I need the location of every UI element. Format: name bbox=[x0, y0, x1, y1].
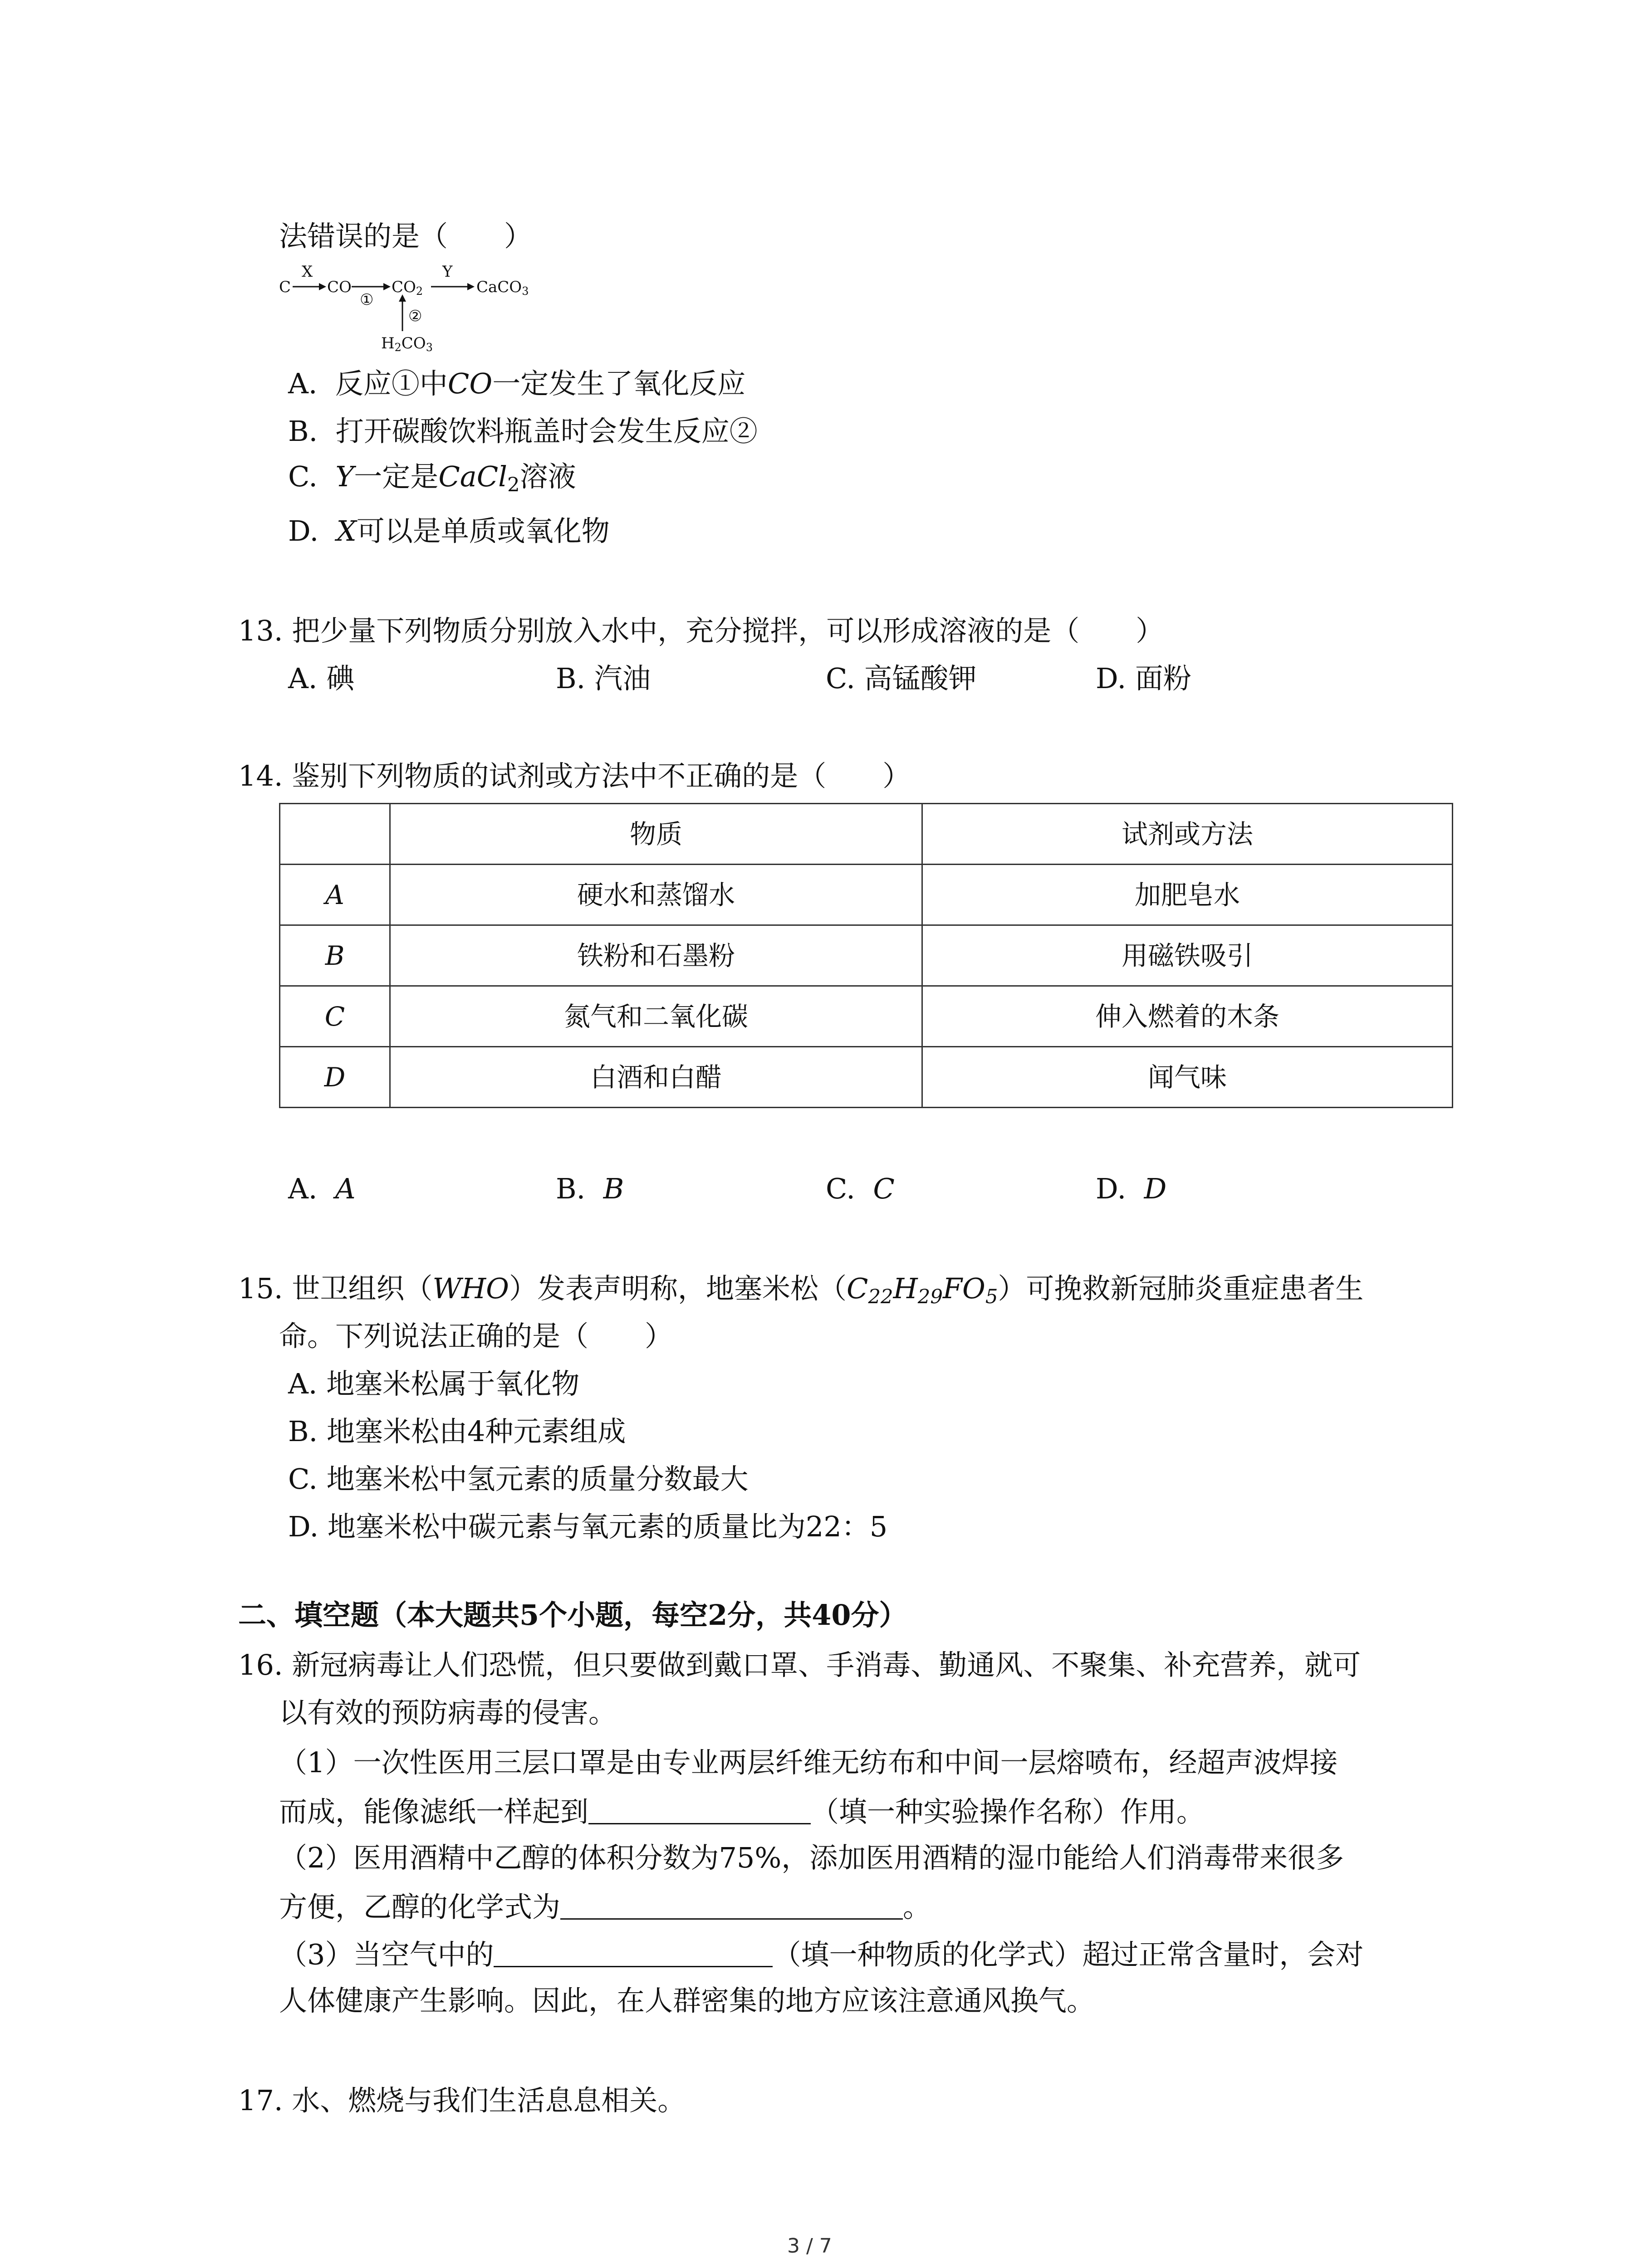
q13-option-a: A. 碘 bbox=[288, 662, 355, 695]
q15-stem-line2: 命。下列说法正确的是（ ） bbox=[279, 1320, 673, 1353]
scheme-x-label: X bbox=[302, 263, 313, 281]
scheme-step-1: ① bbox=[360, 291, 374, 309]
q16-part2-line2: 方便，乙醇的化学式为 。 bbox=[279, 1890, 931, 1924]
table-cell: 伸入燃着的木条 bbox=[922, 986, 1453, 1047]
q12-stem-tail: 法错误的是（ ） bbox=[279, 220, 533, 253]
q14-option-c: C. C bbox=[826, 1172, 895, 1205]
table-cell: 闻气味 bbox=[922, 1047, 1453, 1108]
scheme-y-label: Y bbox=[442, 263, 453, 281]
scheme-c: C bbox=[279, 278, 291, 296]
q16-part2-line1: （2）医用酒精中乙醇的体积分数为75%，添加医用酒精的湿巾能给人们消毒带来很多 bbox=[279, 1841, 1344, 1874]
table-cell: 氮气和二氧化碳 bbox=[390, 986, 922, 1047]
q14-stem: 14. 鉴别下列物质的试剂或方法中不正确的是（ ） bbox=[238, 759, 911, 792]
scheme-h2co3: $H_2CO_3$ bbox=[381, 334, 433, 354]
table-cell: B bbox=[280, 925, 390, 986]
q12-option-c: C. Y一定是CaCl$_2$溶液 bbox=[288, 460, 576, 496]
table-row bbox=[280, 925, 1453, 986]
q15-option-a: A. 地塞米松属于氧化物 bbox=[288, 1367, 580, 1400]
table-cell: 用磁铁吸引 bbox=[922, 925, 1453, 986]
q12-reaction-scheme bbox=[279, 263, 560, 358]
table-row bbox=[280, 865, 1453, 925]
q16-stem-line1: 16. 新冠病毒让人们恐慌，但只要做到戴口罩、手消毒、勤通风、不聚集、补充营养，就可 bbox=[238, 1648, 1361, 1681]
table-header-cell: 物质 bbox=[390, 804, 922, 865]
q13-stem: 13. 把少量下列物质分别放入水中，充分搅拌，可以形成溶液的是（ ） bbox=[238, 614, 1164, 647]
section-2-title: 二、填空题（本大题共5个小题，每空2分，共40分） bbox=[238, 1598, 907, 1632]
scheme-co2: $CO_2$ bbox=[392, 278, 423, 298]
scheme-step-2: ② bbox=[408, 307, 422, 325]
q12-option-d: D. X可以是单质或氧化物 bbox=[288, 514, 610, 547]
table-row bbox=[280, 1047, 1453, 1108]
q16-part1-line1: （1）一次性医用三层口罩是由专业两层纤维无纺布和中间一层熔喷布，经超声波焊接 bbox=[279, 1746, 1338, 1779]
q16-part3-line1: （3）当空气中的 （填一种物质的化学式）超过正常含量时，会对 bbox=[279, 1938, 1364, 1971]
q16-stem-line2: 以有效的预防病毒的侵害。 bbox=[279, 1696, 617, 1729]
q15-stem-line1: 15. 世卫组织（WHO）发表声明称，地塞米松$(C_{22}H_{29}FO_5)$可挽救新冠肺炎重症患者生 bbox=[238, 1272, 1364, 1308]
q14-option-a: A. A bbox=[288, 1172, 356, 1205]
dexamethasone-formula: $C_{22}H_{29}FO_5$ bbox=[846, 1272, 998, 1308]
q14-option-b: B. B bbox=[556, 1172, 624, 1205]
table-cell: 加肥皂水 bbox=[922, 865, 1453, 925]
table-cell: A bbox=[280, 865, 390, 925]
table-cell: 白酒和白醋 bbox=[390, 1047, 922, 1108]
table-header-cell bbox=[280, 804, 390, 865]
answer-blank-2[interactable] bbox=[560, 1892, 903, 1920]
table-row bbox=[280, 986, 1453, 1047]
q13-option-d: D. 面粉 bbox=[1096, 662, 1191, 695]
page-number: 3 / 7 bbox=[787, 2234, 832, 2258]
q16-part1-line2: 而成，能像滤纸一样起到 （填一种实验操作名称）作用。 bbox=[279, 1795, 1205, 1828]
q14-table bbox=[279, 803, 1453, 1108]
table-header-cell: 试剂或方法 bbox=[922, 804, 1453, 865]
scheme-co: CO bbox=[327, 278, 352, 296]
answer-blank-1[interactable] bbox=[588, 1796, 811, 1824]
q15-option-d: D. 地塞米松中碳元素与氧元素的质量比为22：5 bbox=[288, 1510, 888, 1543]
q12-option-b: B. 打开碳酸饮料瓶盖时会发生反应② bbox=[288, 415, 758, 448]
answer-blank-3[interactable] bbox=[494, 1939, 773, 1967]
q15-option-b: B. 地塞米松由4种元素组成 bbox=[288, 1415, 626, 1448]
q17-stem: 17. 水、燃烧与我们生活息息相关。 bbox=[238, 2084, 686, 2117]
q13-option-b: B. 汽油 bbox=[556, 662, 651, 695]
table-cell: 硬水和蒸馏水 bbox=[390, 865, 922, 925]
table-cell: C bbox=[280, 986, 390, 1047]
q13-option-c: C. 高锰酸钾 bbox=[826, 662, 977, 695]
q15-option-c: C. 地塞米松中氢元素的质量分数最大 bbox=[288, 1462, 749, 1496]
q12-option-a: A. 反应①中CO一定发生了氧化反应 bbox=[288, 367, 746, 400]
q16-part3-line2: 人体健康产生影响。因此，在人群密集的地方应该注意通风换气。 bbox=[279, 1984, 1095, 2017]
scheme-caco3: CaCO$_3$ bbox=[476, 278, 529, 298]
table-cell: 铁粉和石墨粉 bbox=[390, 925, 922, 986]
table-header-row bbox=[280, 804, 1453, 865]
q14-option-d: D. D bbox=[1096, 1172, 1167, 1205]
table-cell: D bbox=[280, 1047, 390, 1108]
